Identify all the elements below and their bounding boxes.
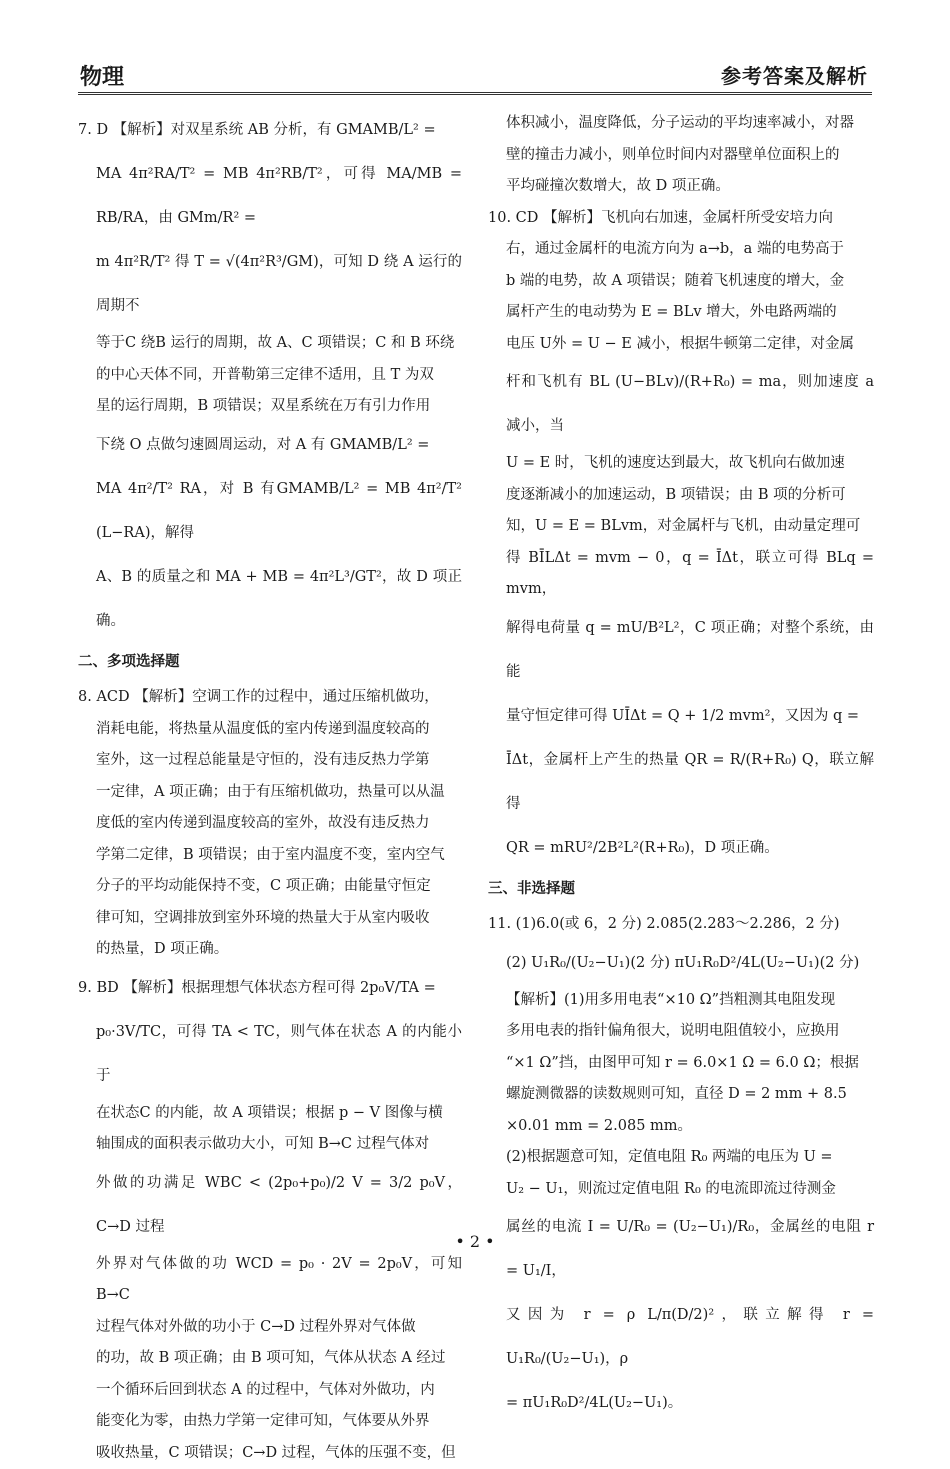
question-10 (488, 203, 874, 870)
q9-line: 的功，故 B 项正确；由 B 项可知，气体从状态 A 经过 (78, 1343, 462, 1375)
q11-line: (2)根据题意可知，定值电阻 R₀ 两端的电压为 U = (488, 1142, 874, 1174)
q11-line: ×0.01 mm = 2.085 mm。 (488, 1111, 874, 1143)
q8-line: 一定律，A 项正确；由于有压缩机做功，热量可以从温 (78, 777, 462, 809)
q8-line: 律可知，空调排放到室外环境的热量大于从室内吸收 (78, 903, 462, 935)
q7-line: A、B 的质量之和 MA + MB = 4π²L³/GT²，故 D 项正确。 (78, 555, 462, 643)
q11-line: U₂ − U₁，则流过定值电阻 R₀ 的电流即流过待测金 (488, 1174, 874, 1206)
q10-line: b 端的电势，故 A 项错误；随着飞机速度的增大，金 (488, 266, 874, 298)
q10-line: 度逐渐减小的加速运动，B 项错误；由 B 项的分析可 (488, 480, 874, 512)
q11-line: 【解析】(1)用多用电表“×10 Ω”挡粗测其电阻发现 (488, 985, 874, 1017)
q10-line: U = E 时，飞机的速度达到最大，故飞机向右做加速 (488, 448, 874, 480)
q11-line: (2) U₁R₀/(U₂−U₁)(2 分) πU₁R₀D²/4L(U₂−U₁)(2 分) (488, 941, 874, 985)
q9-cont-line: 平均碰撞次数增大，故 D 项正确。 (488, 171, 874, 203)
q10-line: 10. CD 【解析】飞机向右加速，金属杆所受安培力向 (488, 203, 874, 235)
q11-line: = πU₁R₀D²/4L(U₂−U₁)。 (488, 1381, 874, 1425)
q9-line: 能变化为零，由热力学第一定律可知，气体要从外界 (78, 1406, 462, 1438)
q8-line: 分子的平均动能保持不变，C 项正确；由能量守恒定 (78, 871, 462, 903)
right-column (488, 108, 874, 1425)
q10-line: 杆和飞机有 BL (U−BLv)/(R+R₀) = ma，则加速度 a 减小，当 (488, 360, 874, 448)
section-heading-multiple-choice: 二、多项选择题 (78, 647, 462, 679)
q11-line: “×1 Ω”挡，由图甲可知 r = 6.0×1 Ω = 6.0 Ω；根据 (488, 1048, 874, 1080)
q10-line: 得 BĪLΔt = mvm − 0，q = ĪΔt，联立可得 BLq = mvm， (488, 543, 874, 606)
q8-line: 室外，这一过程总能量是守恒的，没有违反热力学第 (78, 745, 462, 777)
q7-line: 等于C 绕B 运行的周期，故 A、C 项错误；C 和 B 环绕 (78, 328, 462, 360)
subject-label: 物理 (80, 60, 124, 91)
q7-line: MA 4π²/T² RA，对 B 有GMAMB/L² = MB 4π²/T² (L−RA)，解得 (78, 467, 462, 555)
q10-line: 电压 U外 = U − E 减小，根据牛顿第二定律，对金属 (488, 329, 874, 361)
page-header (78, 52, 872, 95)
q8-line: 消耗电能，将热量从温度低的室内传递到温度较高的 (78, 714, 462, 746)
q11-line: 又因为 r = ρ L/π(D/2)²，联立解得 r = U₁R₀/(U₂−U₁)，ρ (488, 1293, 874, 1381)
q10-line: 属杆产生的电动势为 E = BLv 增大，外电路两端的 (488, 297, 874, 329)
q9-line: 吸收热量，C 项错误；C→D 过程，气体的压强不变，但 (78, 1438, 462, 1469)
q9-line: 外做的功满足 WBC < (2p₀+p₀)/2 V = 3/2 p₀V，C→D 过程 (78, 1161, 462, 1249)
q8-line: 的热量，D 项正确。 (78, 934, 462, 966)
q7-line: 下绕 O 点做匀速圆周运动，对 A 有 GMAMB/L² = (78, 423, 462, 467)
question-11 (488, 909, 874, 1425)
q9-cont-line: 壁的撞击力减小，则单位时间内对器壁单位面积上的 (488, 140, 874, 172)
left-column (78, 108, 462, 1469)
q7-line: 7. D 【解析】对双星系统 AB 分析，有 GMAMB/L² = (78, 108, 462, 152)
q10-line: 右，通过金属杆的电流方向为 a→b，a 端的电势高于 (488, 234, 874, 266)
q10-line: QR = mRU²/2B²L²(R+R₀)，D 项正确。 (488, 826, 874, 870)
q11-line: 螺旋测微器的读数规则可知，直径 D = 2 mm + 8.5 (488, 1079, 874, 1111)
question-9 (78, 966, 462, 1469)
q10-line: 知，U = E = BLvm，对金属杆与飞机，由动量定理可 (488, 511, 874, 543)
q10-line: ĪΔt，金属杆上产生的热量 QR = R/(R+R₀) Q，联立解得 (488, 738, 874, 826)
q9-line: 外界对气体做的功 WCD = p₀ · 2V = 2p₀V，可知 B→C (78, 1249, 462, 1312)
q9-line: 一个循环后回到状态 A 的过程中，气体对外做功，内 (78, 1375, 462, 1407)
q9-line: 9. BD 【解析】根据理想气体状态方程可得 2p₀V/TA = (78, 966, 462, 1010)
q7-line: MA 4π²RA/T² = MB 4π²RB/T²，可得 MA/MB = RB/RA，由 GMm/R² = (78, 152, 462, 240)
q11-line: 属丝的电流 I = U/R₀ = (U₂−U₁)/R₀，金属丝的电阻 r = U₁/I， (488, 1205, 874, 1293)
q9-line: p₀·3V/TC，可得 TA < TC，则气体在状态 A 的内能小于 (78, 1010, 462, 1098)
q7-line: 的中心天体不同，开普勒第三定律不适用，且 T 为双 (78, 360, 462, 392)
q8-line: 度低的室内传递到温度较高的室外，故没有违反热力 (78, 808, 462, 840)
page-number: • 2 • (0, 1232, 950, 1251)
q10-line: 解得电荷量 q = mU/B²L²，C 项正确；对整个系统，由能 (488, 606, 874, 694)
q7-line: 星的运行周期，B 项错误；双星系统在万有引力作用 (78, 391, 462, 423)
q8-line: 8. ACD 【解析】空调工作的过程中，通过压缩机做功， (78, 682, 462, 714)
question-7 (78, 108, 462, 643)
header-title: 参考答案及解析 (721, 60, 868, 89)
q9-line: 在状态C 的内能，故 A 项错误；根据 p − V 图像与横 (78, 1098, 462, 1130)
q11-line: 多用电表的指针偏角很大，说明电阻值较小，应换用 (488, 1016, 874, 1048)
q9-line: 过程气体对外做的功小于 C→D 过程外界对气体做 (78, 1312, 462, 1344)
q10-line: 量守恒定律可得 UĪΔt = Q + 1/2 mvm²，又因为 q = (488, 694, 874, 738)
question-9-continued (488, 108, 874, 203)
question-8 (78, 682, 462, 966)
q7-line: m 4π²R/T² 得 T = √(4π²R³/GM)，可知 D 绕 A 运行的周期不 (78, 240, 462, 328)
q9-cont-line: 体积减小，温度降低，分子运动的平均速率减小，对器 (488, 108, 874, 140)
q8-line: 学第二定律，B 项错误；由于室内温度不变，室内空气 (78, 840, 462, 872)
q11-line: 11. (1)6.0(或 6，2 分) 2.085(2.283～2.286，2 分) (488, 909, 874, 941)
section-heading-non-choice: 三、非选择题 (488, 874, 874, 906)
q9-line: 轴围成的面积表示做功大小，可知 B→C 过程气体对 (78, 1129, 462, 1161)
